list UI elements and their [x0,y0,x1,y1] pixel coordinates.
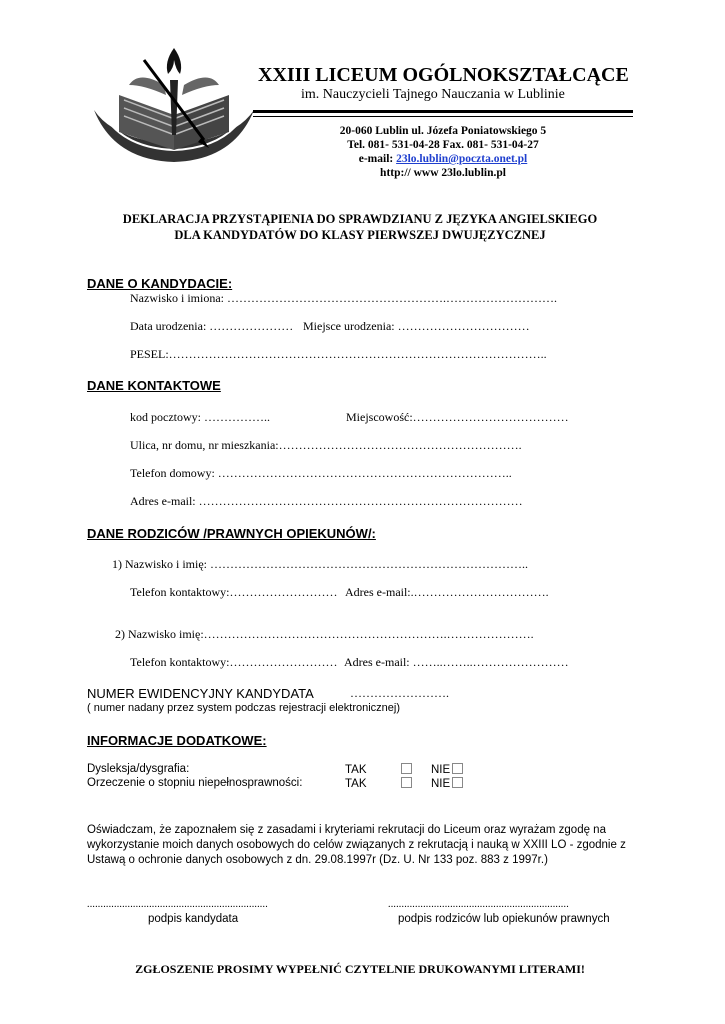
parent1-phone-field[interactable]: Telefon kontaktowy:……………………… [130,585,338,599]
parent-signature-label: podpis rodziców lub opiekunów prawnych [398,913,610,925]
disability-yes-checkbox[interactable] [401,777,412,788]
parent2-email-field[interactable]: Adres e-mail: ……..……..…………………… [344,655,569,669]
additional-section-heading: INFORMACJE DODATKOWE: [87,733,267,748]
consent-statement: Oświadczam, że zapoznałem się z zasadami i kryteriami rekrutacji do Liceum oraz wyrażam zgodę na wykorzystanie moich danych osobowych do celów związanych z rekrutacją i nauką w XXIII LO - zgodnie z Ustawą o ochronie danych osobowych z dn. 29.08.1997r (Dz. U. Nr 133 poz. 883 z 1997r.) [87,824,626,866]
dyslexia-yes-checkbox[interactable] [401,763,412,774]
parent1-name-field[interactable]: 1) Nazwisko i imię: …………………………………………………………………….. [112,557,528,571]
birth-place-field[interactable]: Miejsce urodzenia: …………………………… [303,319,530,333]
dyslexia-yes-option[interactable] [345,763,412,776]
declaration-title-line2: DLA KANDYDATÓW DO KLASY PIERWSZEJ DWUJĘZYCZNEJ [174,228,546,242]
email-field[interactable]: Adres e-mail: ……………………………………………………………………… [130,494,523,508]
birth-date-field[interactable]: Data urodzenia: ………………… [130,319,294,333]
school-name: XXIII LICEUM OGÓLNOKSZTAŁCĄCE [258,64,629,86]
parent2-phone-field[interactable]: Telefon kontaktowy:……………………… [130,655,338,669]
parent-signature-line[interactable]: ................................................................... [388,899,569,910]
pesel-field[interactable]: PESEL:………………………………………………………………………………….. [130,347,547,361]
header-rule-thin [253,116,633,117]
candidate-section-heading: DANE O KANDYDACIE: [87,276,233,291]
crest-icon [84,40,264,165]
parent2-name-field[interactable]: 2) Nazwisko imię:…………………………………………………….…………………. [115,627,534,641]
dyslexia-no-label: NIE [431,764,451,776]
school-phone: Tel. 081- 531-04-28 Fax. 081- 531-04-27 [347,139,539,151]
school-email-line [253,153,633,165]
registration-number-label: NUMER EWIDENCYJNY KANDYDATA [87,686,314,701]
parent1-email-field[interactable]: Adres e-mail:.……………………………. [345,585,549,599]
contact-section-heading: DANE KONTAKTOWE [87,378,221,393]
disability-yes-option[interactable] [345,777,412,790]
disability-no-option[interactable] [431,777,463,790]
header-rule-thick [253,110,633,113]
disability-no-checkbox[interactable] [452,777,463,788]
parents-section-heading: DANE RODZICÓW /PRAWNYCH OPIEKUNÓW/: [87,526,376,541]
declaration-title-line1: DEKLARACJA PRZYSTĄPIENIA DO SPRAWDZIANU Z JĘZYKA ANGIELSKIEGO [122,212,598,226]
school-email-link[interactable]: 23lo.lublin@poczta.onet.pl [396,153,528,165]
disability-yes-label: TAK [345,778,367,790]
footer-note: ZGŁOSZENIE PROSIMY WYPEŁNIĆ CZYTELNIE DRUKOWANYMI LITERAMI! [135,962,585,976]
registration-number-note: ( numer nadany przez system podczas rejestracji elektronicznej) [87,702,401,714]
school-website: http:// www 23lo.lublin.pl [380,167,506,179]
disability-label: Orzeczenie o stopniu niepełnosprawności: [87,777,303,789]
registration-number-field[interactable]: ……………………. [350,686,449,700]
dyslexia-no-option[interactable] [431,763,463,776]
disability-no-label: NIE [431,778,451,790]
street-field[interactable]: Ulica, nr domu, nr mieszkania:……………………………………………………. [130,438,522,452]
school-subtitle: im. Nauczycieli Tajnego Nauczania w Lublinie [301,87,565,102]
candidate-name-field[interactable]: Nazwisko i imiona: ……………………………………………….………………………. [130,291,557,305]
dyslexia-label: Dysleksja/dysgrafia: [87,763,190,775]
home-phone-field[interactable]: Telefon domowy: ……………………………………………………………….. [130,466,512,480]
candidate-signature-label: podpis kandydata [148,913,239,925]
school-logo [84,40,264,165]
postal-code-field[interactable]: kod pocztowy: …………….. [130,410,270,424]
dyslexia-no-checkbox[interactable] [452,763,463,774]
candidate-signature-line[interactable]: ................................................................... [87,899,268,910]
school-address: 20-060 Lublin ul. Józefa Poniatowskiego 5 [339,125,547,137]
email-label: e-mail: [358,153,397,165]
dyslexia-yes-label: TAK [345,764,367,776]
city-field[interactable]: Miejscowość:………………………………… [346,410,569,424]
